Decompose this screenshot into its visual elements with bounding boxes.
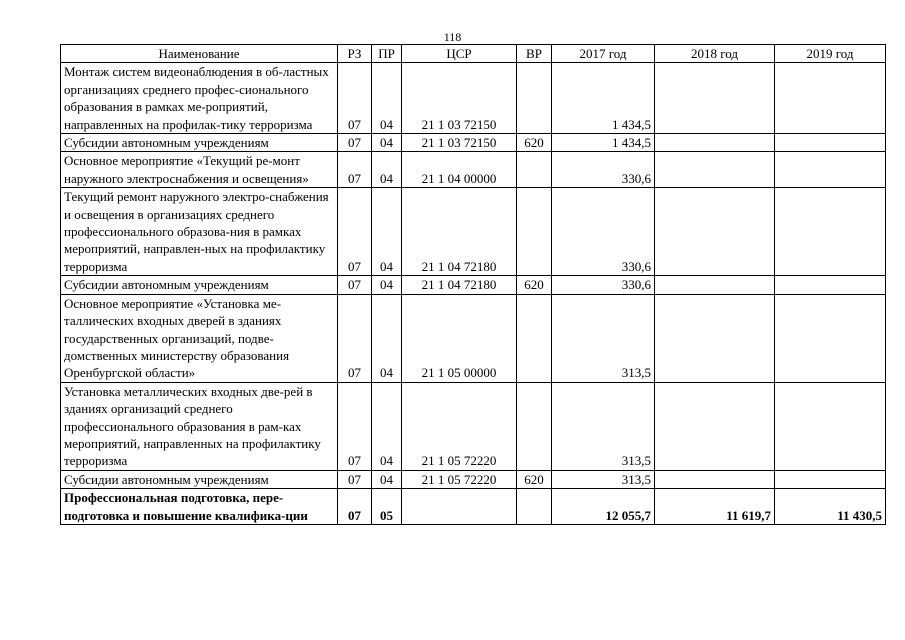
row-name: Профессиональная подготовка, пере-подготовка и повышение квалифика-ции	[61, 489, 338, 525]
row-csr: 21 1 03 72150	[402, 63, 517, 134]
row-name: Субсидии автономным учреждениям	[61, 470, 338, 488]
row-rz: 07	[338, 134, 372, 152]
row-pr: 04	[372, 134, 402, 152]
row-2017: 330,6	[552, 276, 655, 294]
row-rz: 07	[338, 382, 372, 470]
row-2019: 11 430,5	[775, 489, 886, 525]
row-2019	[775, 134, 886, 152]
page-number: 118	[443, 30, 462, 44]
row-vr	[517, 489, 552, 525]
row-name: Монтаж систем видеонаблюдения в об-ластных организациях среднего профес-сионального образования в рамках ме-роприятий, направленных на профилак-тику терроризма	[61, 63, 338, 134]
row-pr: 05	[372, 489, 402, 525]
header-name: Наименование	[61, 45, 338, 63]
row-pr: 04	[372, 152, 402, 188]
row-2017: 313,5	[552, 294, 655, 382]
row-name: Субсидии автономным учреждениям	[61, 276, 338, 294]
row-rz: 07	[338, 152, 372, 188]
row-2019	[775, 276, 886, 294]
row-2019	[775, 188, 886, 276]
row-rz: 07	[338, 470, 372, 488]
row-2017: 1 434,5	[552, 63, 655, 134]
header-csr: ЦСР	[402, 45, 517, 63]
row-2017: 330,6	[552, 152, 655, 188]
table-row	[61, 152, 886, 188]
row-pr: 04	[372, 294, 402, 382]
row-pr: 04	[372, 63, 402, 134]
row-vr	[517, 294, 552, 382]
row-vr: 620	[517, 134, 552, 152]
row-csr: 21 1 05 72220	[402, 470, 517, 488]
row-name: Основное мероприятие «Установка ме-таллических входных дверей в зданиях государственных организаций, подве-домственных министерству образования Оренбургской области»	[61, 294, 338, 382]
header-2017: 2017 год	[552, 45, 655, 63]
row-csr: 21 1 04 72180	[402, 188, 517, 276]
table-row	[61, 134, 886, 152]
row-name: Субсидии автономным учреждениям	[61, 134, 338, 152]
row-pr: 04	[372, 188, 402, 276]
row-csr: 21 1 04 72180	[402, 276, 517, 294]
row-name: Текущий ремонт наружного электро-снабжения и освещения в организациях среднего профессионального образова-ния в рамках мероприятий, направлен-ных на профилактику терроризма	[61, 188, 338, 276]
row-2018	[655, 152, 775, 188]
row-csr: 21 1 04 00000	[402, 152, 517, 188]
row-2018	[655, 382, 775, 470]
row-rz: 07	[338, 63, 372, 134]
row-2019	[775, 294, 886, 382]
row-2018	[655, 294, 775, 382]
table-row-section-total	[61, 489, 886, 525]
row-csr: 21 1 03 72150	[402, 134, 517, 152]
row-vr: 620	[517, 470, 552, 488]
table-row	[61, 276, 886, 294]
row-2017: 1 434,5	[552, 134, 655, 152]
row-2018	[655, 134, 775, 152]
row-2017: 313,5	[552, 382, 655, 470]
table-row	[61, 294, 886, 382]
row-2019	[775, 152, 886, 188]
row-rz: 07	[338, 276, 372, 294]
row-pr: 04	[372, 470, 402, 488]
row-rz: 07	[338, 489, 372, 525]
row-2017: 313,5	[552, 470, 655, 488]
row-name: Основное мероприятие «Текущий ре-монт наружного электроснабжения и освещения»	[61, 152, 338, 188]
row-2018	[655, 276, 775, 294]
row-csr: 21 1 05 00000	[402, 294, 517, 382]
header-2018: 2018 год	[655, 45, 775, 63]
row-vr	[517, 188, 552, 276]
row-pr: 04	[372, 276, 402, 294]
row-rz: 07	[338, 188, 372, 276]
header-2019: 2019 год	[775, 45, 886, 63]
table-header-row	[61, 45, 886, 63]
row-csr: 21 1 05 72220	[402, 382, 517, 470]
row-2019	[775, 382, 886, 470]
header-rz: РЗ	[338, 45, 372, 63]
row-csr	[402, 489, 517, 525]
header-vr: ВР	[517, 45, 552, 63]
row-2018: 11 619,7	[655, 489, 775, 525]
budget-table	[60, 44, 886, 525]
row-name: Установка металлических входных две-рей в зданиях организаций среднего профессионального образования в рам-ках мероприятий, направленных на профилактику терроризма	[61, 382, 338, 470]
header-pr: ПР	[372, 45, 402, 63]
row-rz: 07	[338, 294, 372, 382]
row-vr	[517, 152, 552, 188]
row-2019	[775, 63, 886, 134]
row-2018	[655, 470, 775, 488]
row-vr	[517, 63, 552, 134]
table-row	[61, 470, 886, 488]
row-2019	[775, 470, 886, 488]
row-2017: 12 055,7	[552, 489, 655, 525]
table-row	[61, 382, 886, 470]
row-vr	[517, 382, 552, 470]
row-2017: 330,6	[552, 188, 655, 276]
row-2018	[655, 188, 775, 276]
row-2018	[655, 63, 775, 134]
table-row	[61, 188, 886, 276]
row-pr: 04	[372, 382, 402, 470]
table-row	[61, 63, 886, 134]
row-vr: 620	[517, 276, 552, 294]
